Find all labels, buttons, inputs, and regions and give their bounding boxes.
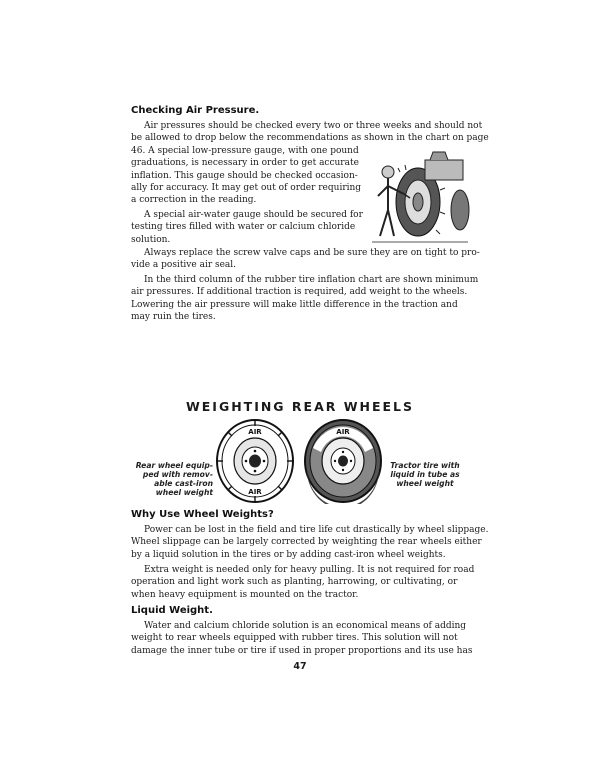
caption-line: Tractor tire with [390,461,460,470]
text-line: damage the inner tube or tire if used in proper proportions and its use has [131,645,473,656]
text-line: Lowering the air pressure will make little difference in the traction and [131,299,458,310]
tire2-label: AIR [336,428,350,436]
text-line: Air pressures should be checked every two or three weeks and should not [144,121,483,131]
text-line: air pressures. If additional traction is required, add weight to the wheels. [131,287,468,298]
text-line: Power can be lost in the field and tire life cut drastically by wheel slippage. [144,525,489,535]
heading-liquid-weight: Liquid Weight. [131,605,213,616]
text-line: Always replace the screw valve caps and be sure they are on tight to pro- [144,248,480,258]
text-line: Water and calcium chloride solution is an economical means of adding [144,621,467,631]
text-line: In the third column of the rubber tire inflation chart are shown minimum [144,275,479,285]
text-line: be allowed to drop below the recommendations as shown in the chart on page [131,133,489,144]
paragraph-water-calcium [131,620,473,657]
page-number: 47 [293,661,307,672]
paragraph-valve-caps [131,247,480,272]
tire-label-bottom: AIR [248,488,262,496]
text-line: A special air-water gauge should be secured for [144,210,363,220]
caption-right [385,461,465,488]
caption-left [135,461,213,497]
text-line: solution. [131,234,171,245]
text-line: may ruin the tires. [131,312,216,323]
paragraph-power-lost [131,524,489,561]
tire-with-liquid [303,418,383,504]
text-line: graduations, is necessary in order to get accurate [131,158,359,169]
caption-line: liquid in tube as [390,470,460,479]
heading-why-use-wheel-weights: Why Use Wheel Weights? [131,509,274,520]
text-line: inflation. This gauge should be checked occasion- [131,170,358,181]
caption-line: Rear wheel equip- [135,461,213,470]
paragraph-extra-weight [131,564,475,601]
text-line: vide a positive air seal. [131,260,237,271]
text-line: Extra weight is needed only for heavy pulling. It is not required for road [144,565,475,575]
caption-line: able cast-iron [154,479,213,488]
paragraph-third-column [131,274,479,324]
text-line: 46. A special low-pressure gauge, with one pound [131,145,359,156]
caption-line: ped with remov- [142,470,213,479]
tire-with-cast-iron-weight [215,418,295,504]
text-line: testing tires filled with water or calcium chloride [131,222,356,233]
tire-gauge-illustration [370,150,470,250]
section-title-weighting-rear-wheels: WEIGHTING REAR WHEELS [185,399,415,414]
caption-line: wheel weight [155,488,213,497]
caption-line: wheel weight [396,479,454,488]
tire-label-top: AIR [248,428,262,436]
text-line: when heavy equipment is mounted on the tractor. [131,589,359,600]
text-line: weight to rear wheels equipped with rubber tires. This solution will not [131,633,458,644]
text-line: by a liquid solution in the tires or by adding cast-iron wheel weights. [131,549,446,560]
text-line: operation and light work such as planting, harrowing, or cultivating, or [131,577,458,588]
text-line: a correction in the reading. [131,195,257,206]
paragraph-air-water-gauge [131,209,361,246]
text-line: ally for accuracy. It may get out of order requiring [131,183,362,194]
heading-checking-air-pressure: Checking Air Pressure. [131,105,260,116]
text-line: Wheel slippage can be largely corrected by weighting the rear wheels either [131,537,482,548]
